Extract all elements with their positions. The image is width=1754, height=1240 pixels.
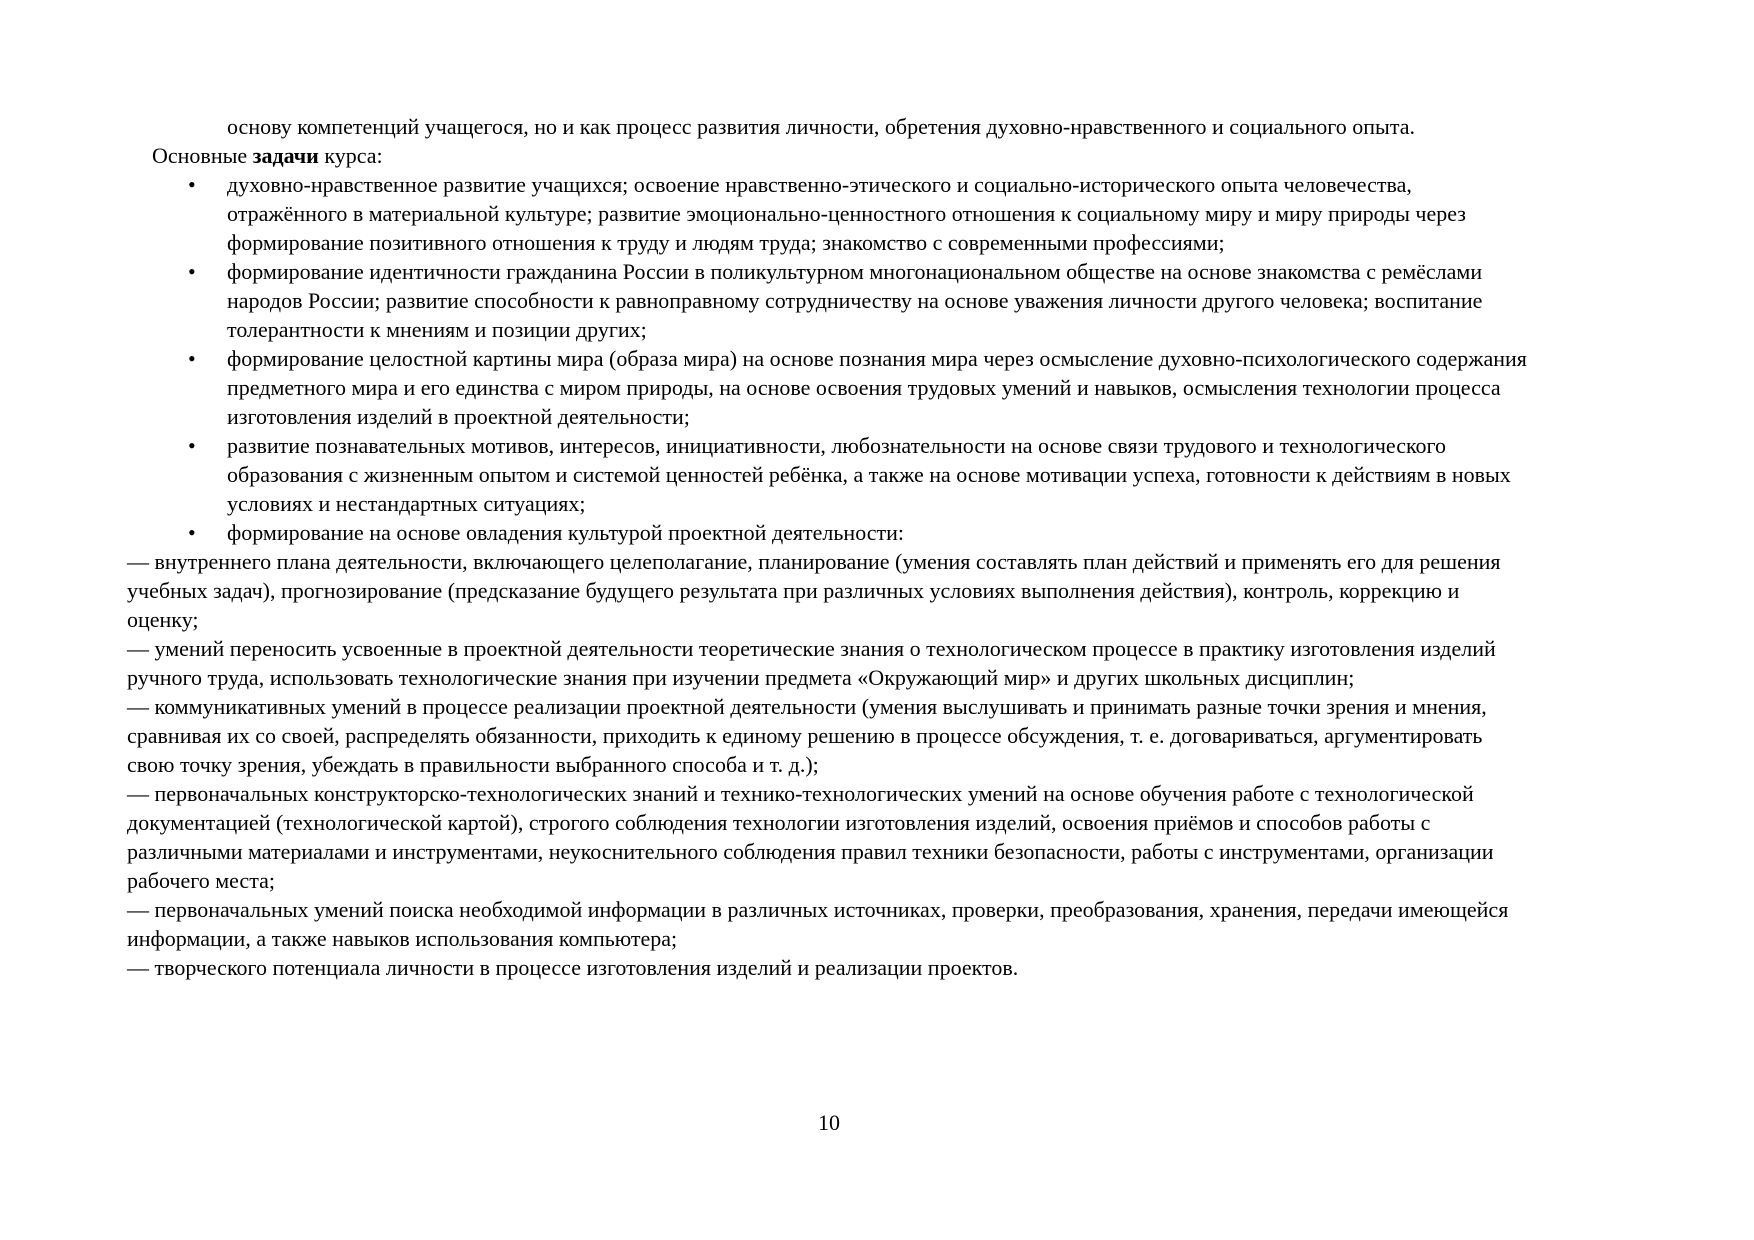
heading-text-prefix: Основные: [152, 143, 253, 168]
list-item: [127, 431, 1531, 518]
bullet-icon: •: [188, 433, 196, 458]
list-item: [127, 518, 1531, 547]
dash-paragraph: — внутреннего плана деятельности, включающего целеполагание, планирование (умения составлять план действий и применять его для решения учебных задач), прогнозирование (предсказание будущего результата при различных условиях выполнения действия), контроль, коррекцию и оценку;: [127, 549, 1501, 632]
dash-paragraph: — первоначальных умений поиска необходимой информации в различных источниках, проверки, преобразования, хранения, передачи имеющейся информации, а также навыков использования компьютера;: [127, 897, 1509, 951]
tasks-heading: [127, 141, 1531, 170]
dash-paragraph: — умений переносить усвоенные в проектной деятельности теоретические знания о технологическом процессе в практику изготовления изделий ручного труда, использовать технологические знания при изучении предмета «Окружающий мир» и других школьных дисциплин;: [127, 636, 1496, 690]
list-item: [127, 344, 1531, 431]
tasks-bullet-list: [127, 170, 1531, 547]
dash-paragraph: — коммуникативных умений в процессе реализации проектной деятельности (умения выслушивать и принимать разные точки зрения и мнения, сравнивая их со своей, распределять обязанности, приходить к единому решению в процессе обсуждения, т. е. договариваться, аргументировать свою точку зрения, убеждать в правильности выбранного способа и т. д.);: [127, 694, 1487, 777]
bullet-icon: •: [188, 520, 196, 545]
list-item-text: развитие познавательных мотивов, интересов, инициативности, любознательности на основе связи трудового и технологического образования с жизненным опытом и системой ценностей ребёнка, а также на основе мотивации успеха, готовности к действиям в новых условиях и нестандартных ситуациях;: [227, 433, 1511, 516]
bullet-icon: •: [188, 172, 196, 197]
bullet-icon: •: [188, 346, 196, 371]
page-number: 10: [818, 1110, 840, 1135]
paragraph-continuation: основу компетенций учащегося, но и как процесс развития личности, обретения духовно-нравственного и социального опыта.: [227, 114, 1415, 139]
heading-bold-word: задачи: [252, 143, 319, 168]
dash-paragraph: — творческого потенциала личности в процессе изготовления изделий и реализации проектов.: [127, 955, 1019, 980]
bullet-icon: •: [188, 259, 196, 284]
list-item-text: духовно-нравственное развитие учащихся; освоение нравственно-этического и социально-исторического опыта человечества, отражённого в материальной культуре; развитие эмоционально-ценностного отношения к социальному миру и миру природы через формирование позитивного отношения к труду и людям труда; знакомство с современными профессиями;: [227, 172, 1466, 255]
heading-text-suffix: курса:: [318, 143, 383, 168]
list-item-text: формирование целостной картины мира (образа мира) на основе познания мира через осмысление духовно-психологического содержания предметного мира и его единства с миром природы, на основе освоения трудовых умений и навыков, осмысления технологии процесса изготовления изделий в проектной деятельности;: [227, 346, 1527, 429]
list-item: [127, 170, 1531, 257]
dash-paragraph: — первоначальных конструкторско-технологических знаний и технико-технологических умений на основе обучения работе с технологической документацией (технологической картой), строгого соблюдения технологии изготовления изделий, освоения приёмов и способов работы с различными материалами и инструментами, неукоснительного соблюдения правил техники безопасности, работы с инструментами, организации рабочего места;: [127, 781, 1494, 893]
page-content: [127, 112, 1531, 982]
list-item: [127, 257, 1531, 344]
list-item-text: формирование идентичности гражданина России в поликультурном многонациональном обществе на основе знакомства с ремёслами народов России; развитие способности к равноправному сотрудничеству на основе уважения личности другого человека; воспитание толерантности к мнениям и позиции других;: [227, 259, 1483, 342]
list-item-text: формирование на основе овладения культурой проектной деятельности:: [227, 520, 905, 545]
